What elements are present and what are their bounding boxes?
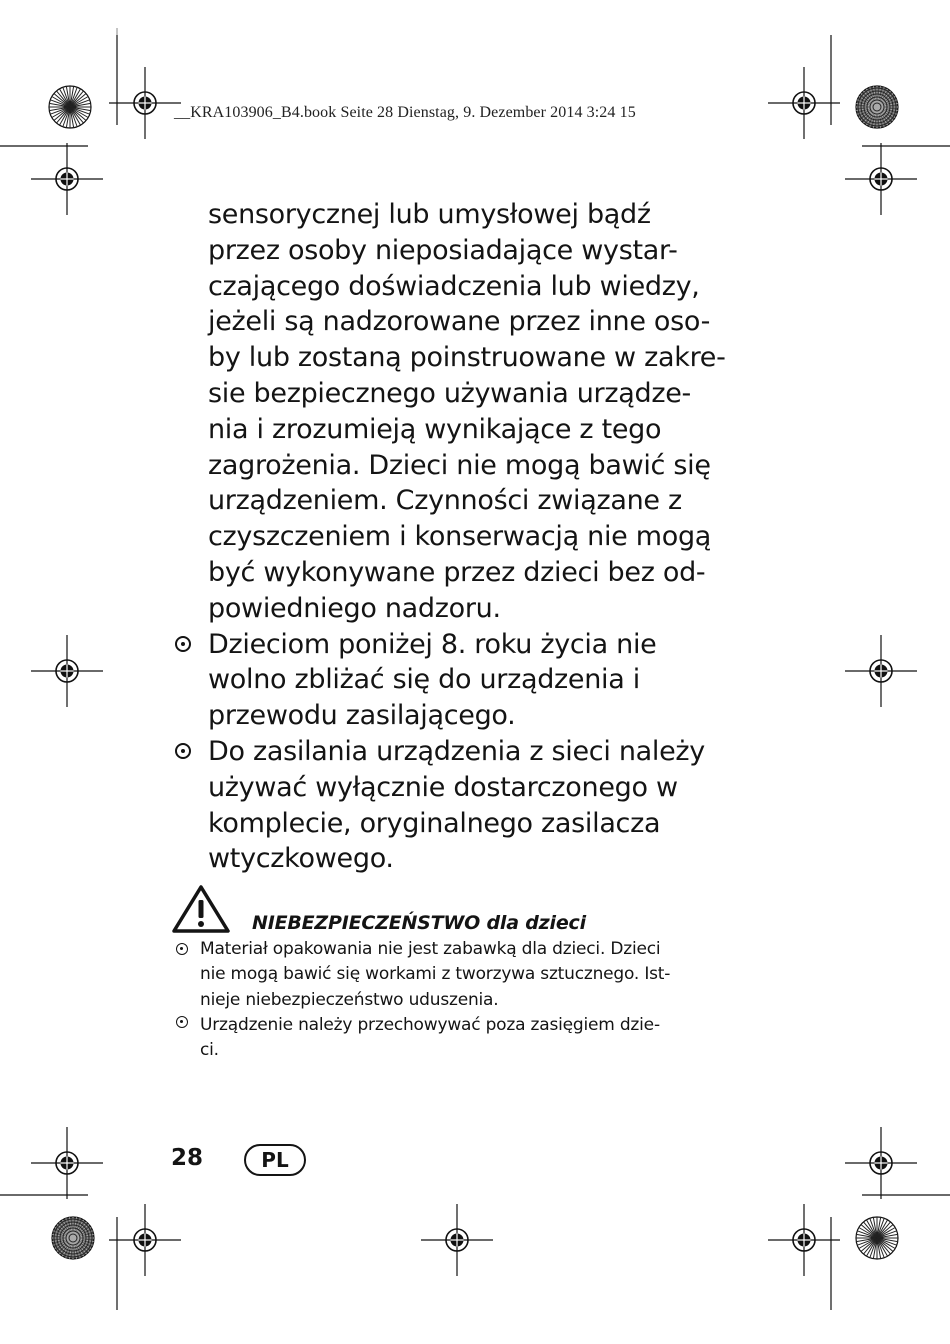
text-line: wtyczkowego. xyxy=(208,843,394,875)
text-line: urządzeniem. Czynności związane z xyxy=(208,485,682,517)
registration-target-icon xyxy=(109,1204,181,1276)
text-line: zagrożenia. Dzieci nie mogą bawić się xyxy=(208,449,711,481)
main-text xyxy=(208,197,728,877)
bullet-icon xyxy=(176,1016,188,1028)
registration-target-icon xyxy=(421,1204,493,1276)
text-line: komplecie, oryginalnego zasilacza xyxy=(208,807,661,839)
text-line: sie bezpiecznego używania urządze- xyxy=(208,377,691,409)
text-line: być wykonywane przez dzieci bez od- xyxy=(208,556,706,588)
registration-target-icon xyxy=(31,635,103,707)
text-line: jeżeli są nadzorowane przez inne oso- xyxy=(208,306,711,338)
text-line: nia i zrozumieją wynikające z tego xyxy=(208,413,662,445)
warning-title: NIEBEZPIECZEŃSTWO dla dzieci xyxy=(252,912,586,934)
text-line: wolno zbliżać się do urządzenia i xyxy=(208,664,640,696)
text-line: przewodu zasilającego. xyxy=(208,700,516,732)
color-calibration-mark-icon xyxy=(856,1217,898,1259)
registration-target-icon xyxy=(768,67,840,139)
text-line: powiedniego nadzoru. xyxy=(208,592,501,624)
text-line: przez osoby nieposiadające wystar- xyxy=(208,234,678,266)
registration-target-icon xyxy=(109,67,181,139)
bullet-item-power-supply xyxy=(208,734,728,877)
registration-target-icon xyxy=(845,143,917,215)
bullet-icon xyxy=(176,943,188,955)
text-line: Urządzenie należy przechowywać poza zasięgiem dzie- xyxy=(200,1014,660,1035)
color-calibration-mark-icon xyxy=(52,1217,94,1259)
text-line: nieje niebezpieczeństwo uduszenia. xyxy=(200,989,499,1010)
language-badge: PL xyxy=(244,1144,306,1176)
color-calibration-mark-icon xyxy=(856,86,898,128)
text-line: nie mogą bawić się workami z tworzywa sztucznego. Ist- xyxy=(200,964,671,985)
text-line: by lub zostaną poinstruowane w zakre- xyxy=(208,342,726,374)
text-line: sensorycznej lub umysłowej bądź xyxy=(208,199,651,230)
print-header: __KRA103906_B4.book Seite 28 Dienstag, 9. Dezember 2014 3:24 15 xyxy=(174,104,636,121)
registration-target-icon xyxy=(845,635,917,707)
registration-target-icon xyxy=(31,1127,103,1199)
registration-target-icon xyxy=(768,1204,840,1276)
bullet-icon xyxy=(175,743,191,759)
registration-target-icon xyxy=(845,1127,917,1199)
page-number: 28 xyxy=(171,1145,204,1171)
text-line: ci. xyxy=(200,1040,219,1061)
warning-bullet-storage xyxy=(200,1013,670,1064)
bullet-item-children-age xyxy=(208,627,728,734)
text-line: czyszczeniem i konserwacją nie mogą xyxy=(208,521,712,553)
text-line: Materiał opakowania nie jest zabawką dla dzieci. Dzieci xyxy=(200,939,661,959)
warning-triangle-icon xyxy=(171,884,231,934)
text-line: czającego doświadczenia lub wiedzy, xyxy=(208,270,700,302)
text-line: Dzieciom poniżej 8. roku życia nie xyxy=(208,628,657,660)
text-line: Do zasilania urządzenia z sieci należy xyxy=(208,735,705,767)
warning-text xyxy=(200,937,670,1063)
bullet-icon xyxy=(175,636,191,652)
text-line: używać wyłącznie dostarczonego w xyxy=(208,771,678,803)
warning-bullet-packaging xyxy=(200,937,670,1013)
registration-target-icon xyxy=(31,143,103,215)
color-calibration-mark-icon xyxy=(49,86,91,128)
continuation-paragraph xyxy=(208,197,728,627)
